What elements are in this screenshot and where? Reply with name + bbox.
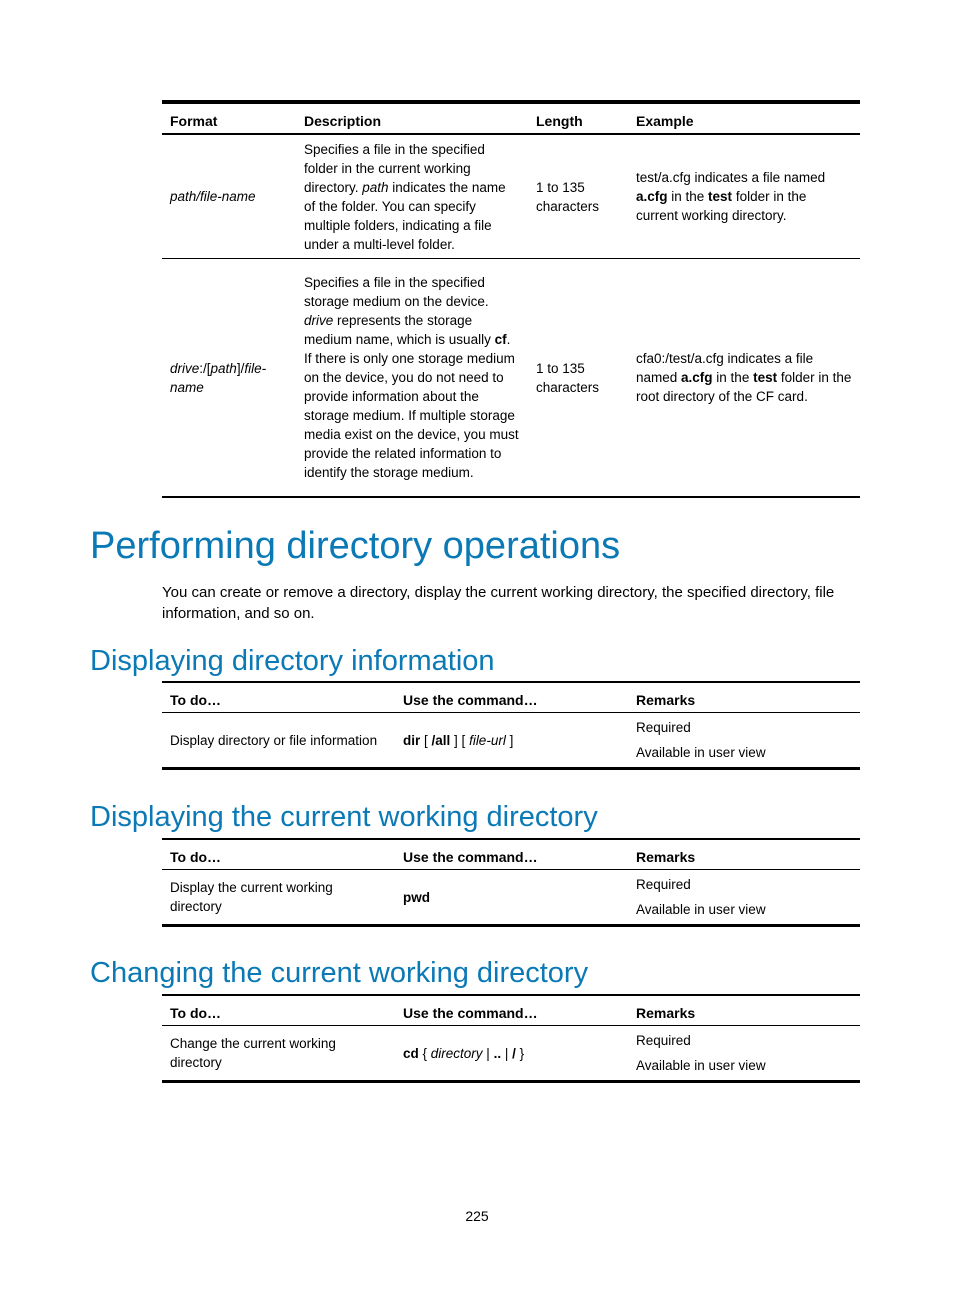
table-row [162,134,860,259]
example-cell: test/a.cfg indicates a file named a.cfg in the test folder in the current working directory. [636,170,826,223]
remarks-cell: Required Available in user view [636,1033,766,1073]
section-title-cd: Changing the current working directory [90,957,589,989]
header-format: Format [170,113,218,129]
header-remarks: Remarks [636,849,696,865]
header-description: Description [304,113,382,129]
file-format-table [162,100,860,498]
remarks-cell: Required Available in user view [636,720,766,760]
section-title-directory-operations: Performing directory operations [90,525,621,567]
header-command: Use the command… [403,1005,538,1021]
command-cell: dir [ /all ] [ file-url ] [403,732,514,748]
header-remarks: Remarks [636,1005,696,1021]
cd-command-table [162,994,860,1083]
todo-cell: Display directory or file information [170,732,378,748]
command-cell: cd { directory | .. | / } [403,1045,525,1061]
header-length: Length [536,113,583,129]
table-row [162,870,860,926]
command-cell: pwd [403,889,430,905]
format-cell: drive:/[path]/file-name [170,360,267,395]
table-header-row [162,995,860,1026]
page-number: 225 [465,1208,489,1224]
header-command: Use the command… [403,849,538,865]
description-cell: Specifies a file in the specified storage medium on the device. drive represents the storage medium name, which is usually cf. If there is only one storage medium on the device, you do not need to provide information about the storage medium. If multiple storage media exist on the device, you must provide the related information to identify the storage medium. [304,275,519,480]
todo-cell: Change the current working directory [170,1036,336,1070]
table-header-row [162,682,860,713]
format-cell: path/file-name [170,189,256,204]
header-todo: To do… [170,692,222,708]
table-row [162,713,860,769]
header-todo: To do… [170,849,222,865]
description-cell: Specifies a file in the specified folder in the current working directory. path indicates the name of the folder. You can specify multiple folders, indicating a file under a multi-level folder. [304,141,506,252]
header-todo: To do… [170,1005,222,1021]
remarks-cell: Required Available in user view [636,877,766,917]
table-header-row [162,839,860,870]
header-command: Use the command… [403,692,538,708]
section-title-pwd: Displaying the current working directory [90,801,598,833]
table-header-row [162,102,860,134]
length-cell: 1 to 135 characters [536,360,600,395]
todo-cell: Display the current working directory [170,880,333,914]
length-cell: 1 to 135 characters [536,179,600,214]
table-row [162,259,860,498]
table-row [162,1026,860,1082]
intro-paragraph: You can create or remove a directory, display the current working directory, the specified directory, file information, and so on. [162,584,835,622]
header-remarks: Remarks [636,692,696,708]
section-title-dir-info: Displaying directory information [90,645,495,677]
header-example: Example [636,113,694,129]
pwd-command-table [162,838,860,927]
example-cell: cfa0:/test/a.cfg indicates a file named a.cfg in the test folder in the root directory of the CF card. [636,351,852,404]
dir-info-command-table [162,681,860,770]
